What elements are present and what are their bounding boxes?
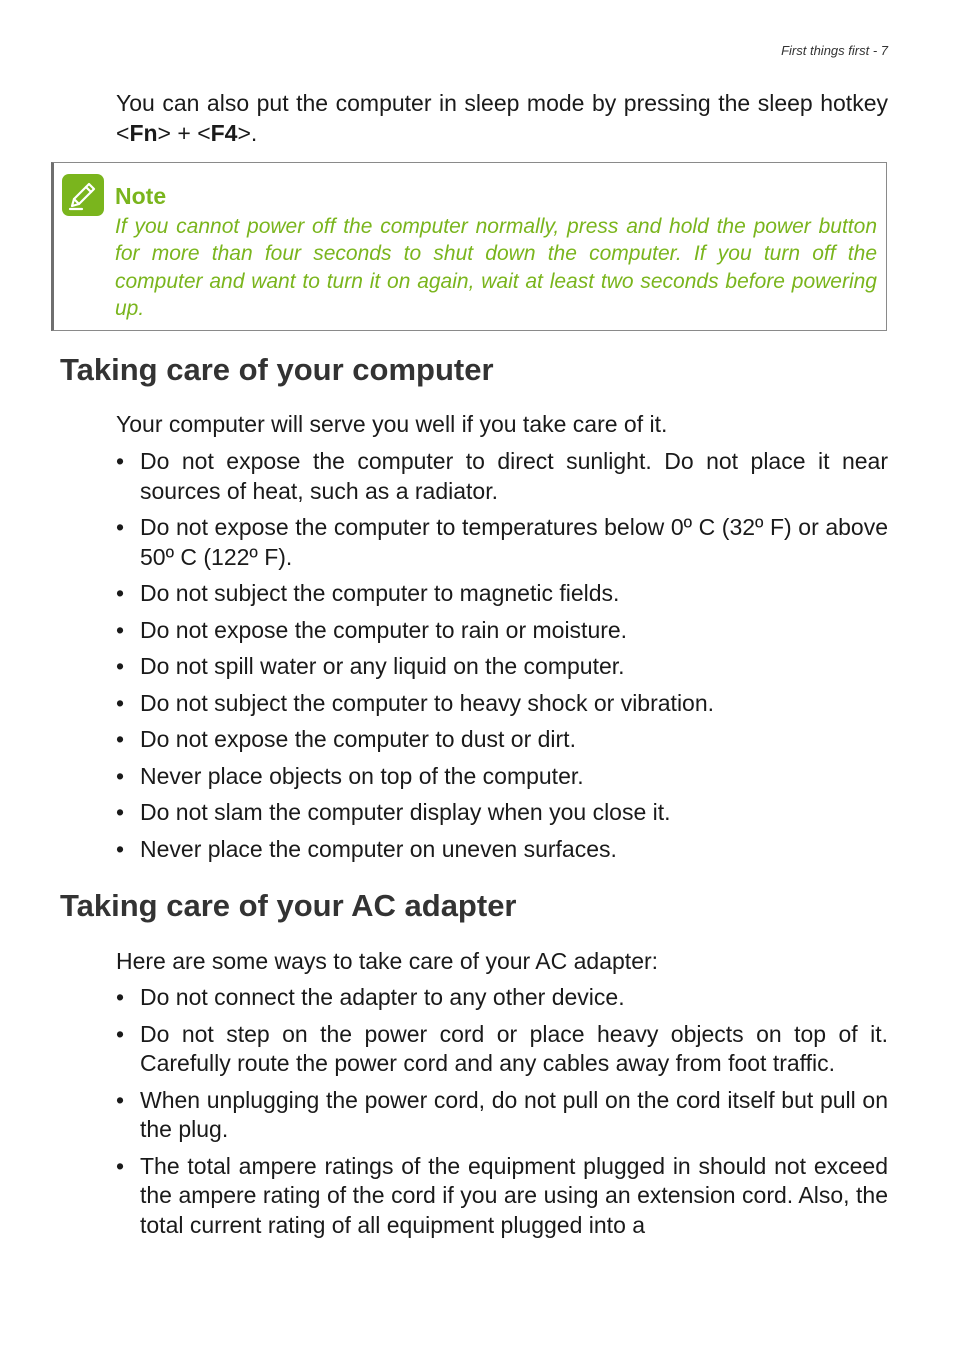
- list-item: [116, 616, 888, 646]
- bullet-dot: •: [116, 726, 125, 752]
- list-item-text: Do not subject the computer to magnetic fields.: [140, 580, 620, 606]
- bullet-dot: •: [116, 1086, 125, 1113]
- bullet-dot: •: [116, 580, 125, 606]
- list-item: [116, 652, 888, 682]
- list-item: [116, 835, 888, 865]
- list-item: [116, 513, 888, 572]
- bullet-list-computer-care: [116, 447, 888, 871]
- list-item-text: Never place objects on top of the computer.: [140, 762, 584, 789]
- bullet-dot: •: [116, 514, 125, 540]
- list-item-text: Do not spill water or any liquid on the computer.: [140, 653, 625, 679]
- list-item-text: Do not step on the power cord or place heavy objects on top of it. Carefully route the power cord and any cables away from foot traffic.: [140, 1020, 888, 1076]
- note-box: [51, 162, 887, 331]
- bullet-dot: •: [116, 616, 125, 643]
- list-item: [116, 1086, 888, 1145]
- bullet-dot: •: [116, 984, 125, 1010]
- list-item-text: Do not expose the computer to dust or dirt.: [140, 726, 576, 752]
- bullet-dot: •: [116, 689, 125, 716]
- section-heading-computer-care: Taking care of your computer: [60, 352, 494, 387]
- bullet-dot: •: [116, 799, 125, 825]
- list-item-text: The total ampere ratings of the equipment plugged in should not exceed the ampere rating of the cord if you are using an extension cord. Also, the total current rating of all equipment plugged into a: [140, 1152, 888, 1238]
- list-item: [116, 762, 888, 792]
- list-item: [116, 689, 888, 719]
- intro-text-mid: > + <: [157, 120, 211, 146]
- running-header: First things first - 7: [781, 43, 888, 58]
- section-heading-adapter-care: Taking care of your AC adapter: [60, 888, 517, 923]
- hotkey-fn: Fn: [129, 120, 158, 146]
- note-text: If you cannot power off the computer normally, press and hold the power button for more than four seconds to shut down the computer. If you turn off the computer and want to turn it on again, wait at least two seconds before powering up.: [115, 215, 877, 320]
- list-item-text: Do not slam the computer display when you close it.: [140, 799, 671, 825]
- list-item: [116, 725, 888, 755]
- hotkey-f4: F4: [210, 120, 238, 146]
- intro-text-after: >.: [237, 120, 258, 146]
- list-item-text: Do not expose the computer to direct sunlight. Do not place it near sources of heat, such as a radiator.: [140, 448, 888, 504]
- bullet-dot: •: [116, 762, 125, 789]
- section-lead-adapter-care: Here are some ways to take care of your AC adapter:: [116, 948, 659, 974]
- list-item-text: Never place the computer on uneven surfaces.: [140, 835, 617, 862]
- list-item: [116, 579, 888, 609]
- list-item-text: Do not expose the computer to temperatures below 0º C (32º F) or above 50º C (122º F).: [140, 514, 888, 570]
- section-lead-computer-care: Your computer will serve you well if you take care of it.: [116, 411, 668, 437]
- bullet-dot: •: [116, 653, 125, 679]
- bullet-dot: •: [116, 448, 125, 474]
- bullet-dot: •: [116, 1020, 125, 1047]
- list-item: [116, 983, 888, 1013]
- pencil-note-icon: [62, 174, 104, 216]
- list-item-text: Do not connect the adapter to any other device.: [140, 984, 625, 1010]
- note-title: Note: [115, 183, 167, 209]
- list-item-text: Do not expose the computer to rain or moisture.: [140, 616, 628, 643]
- list-item-text: When unplugging the power cord, do not pull on the cord itself but pull on the plug.: [140, 1086, 888, 1142]
- list-item: [116, 447, 888, 506]
- bullet-dot: •: [116, 1152, 125, 1179]
- list-item: [116, 1020, 888, 1079]
- intro-text-before: You can also put the computer in sleep mode by pressing the sleep hotkey <: [116, 90, 888, 146]
- list-item-text: Do not subject the computer to heavy shock or vibration.: [140, 689, 715, 716]
- list-item: [116, 1152, 888, 1241]
- list-item: [116, 798, 888, 828]
- bullet-dot: •: [116, 835, 125, 862]
- bullet-list-adapter-care: [116, 983, 888, 1247]
- intro-paragraph: [116, 88, 888, 148]
